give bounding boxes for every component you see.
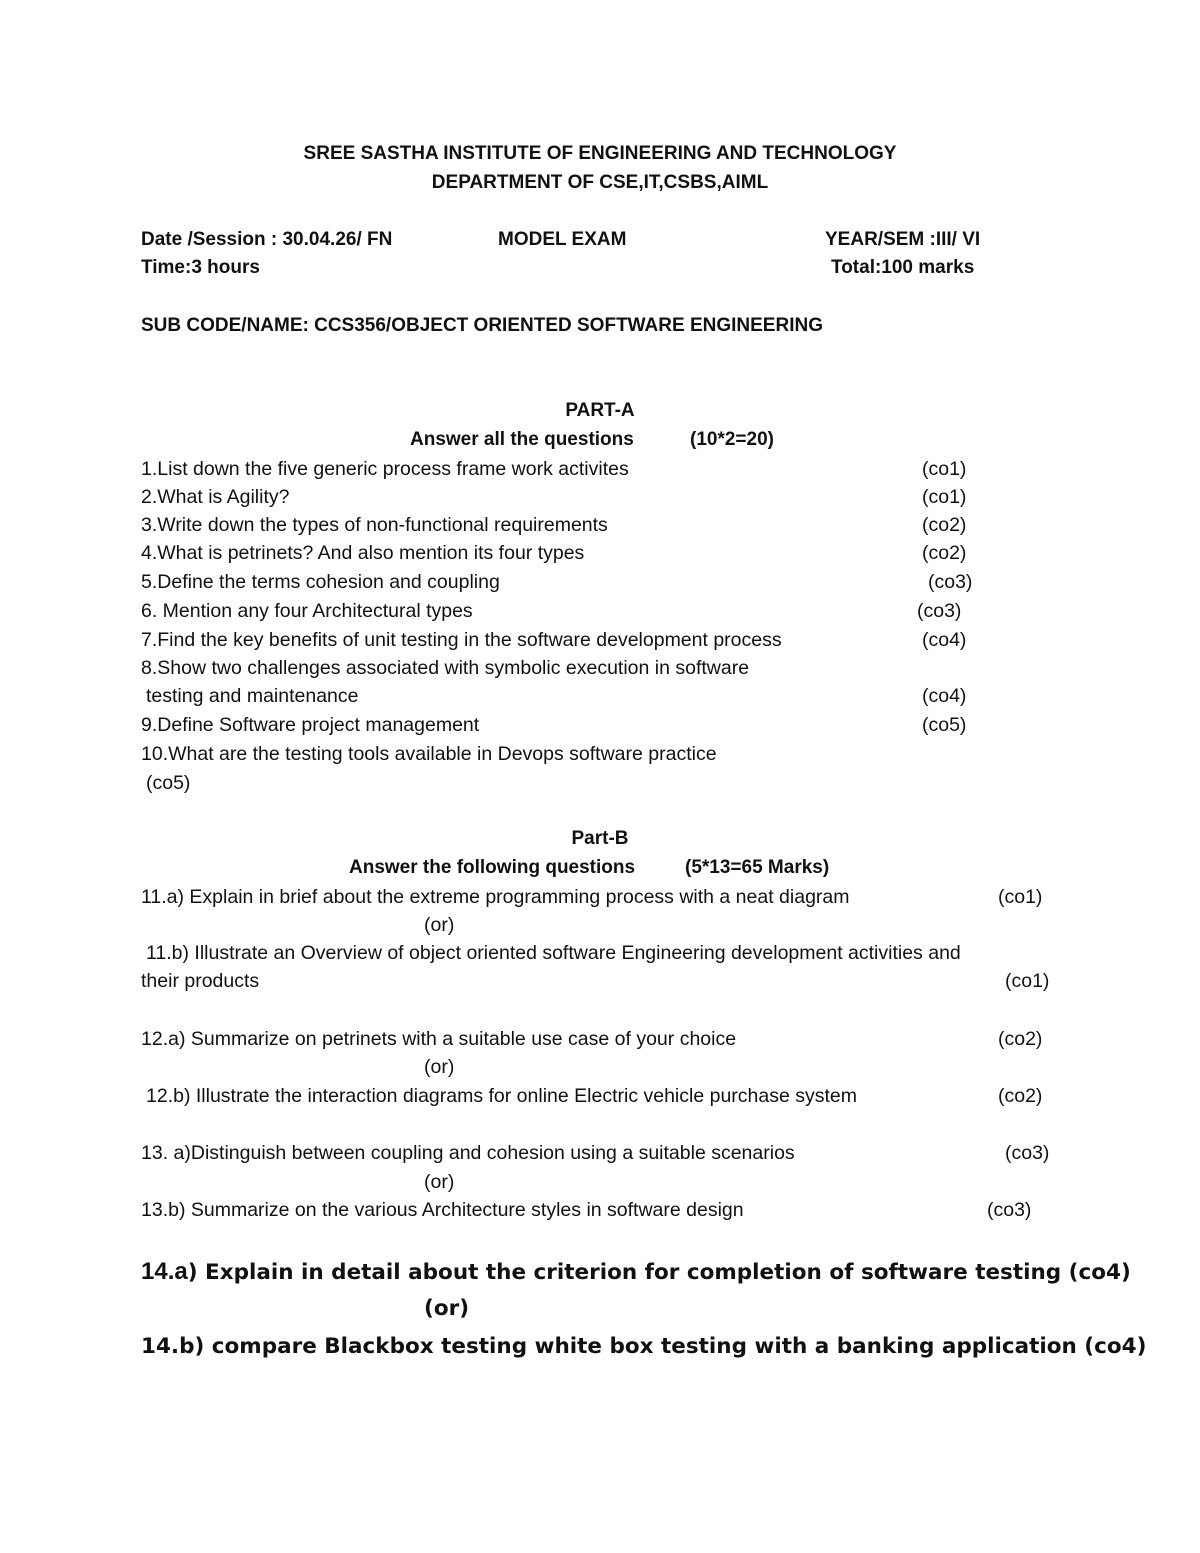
question-13b: 13.b) Summarize on the various Architecture styles in software design xyxy=(141,1199,744,1221)
question-12b-co: (co2) xyxy=(998,1085,1043,1107)
or-separator: (or) xyxy=(424,914,455,936)
subject-code-name: SUB CODE/NAME: CCS356/OBJECT ORIENTED SOFTWARE ENGINEERING xyxy=(141,315,823,336)
or-separator: (or) xyxy=(424,1296,470,1321)
question-4-co: (co2) xyxy=(922,542,967,564)
question-2: 2.What is Agility? xyxy=(141,486,290,508)
question-14b-number: 14.b xyxy=(141,1334,195,1359)
exam-type: MODEL EXAM xyxy=(498,229,627,250)
question-6: 6. Mention any four Architectural types xyxy=(141,600,473,622)
question-13a: 13. a)Distinguish between coupling and cohesion using a suitable scenarios xyxy=(141,1142,795,1164)
institute-name: SREE SASTHA INSTITUTE OF ENGINEERING AND TECHNOLOGY xyxy=(303,143,897,164)
part-b-instruction: Answer the following questions xyxy=(349,857,636,878)
exam-duration: Time:3 hours xyxy=(141,257,260,278)
question-9: 9.Define Software project management xyxy=(141,714,480,736)
question-13a-co: (co3) xyxy=(1005,1142,1050,1164)
question-6-co: (co3) xyxy=(917,600,962,622)
question-4: 4.What is petrinets? And also mention its four types xyxy=(141,542,585,564)
question-12b: 12.b) Illustrate the interaction diagrams for online Electric vehicle purchase system xyxy=(146,1085,857,1107)
question-14b xyxy=(141,1334,1146,1359)
question-14b-text: ) compare Blackbox testing white box testing with a banking application (co4) xyxy=(194,1334,1147,1359)
question-3-co: (co2) xyxy=(922,514,967,536)
question-8-continued: testing and maintenance xyxy=(146,685,359,707)
question-12a-co: (co2) xyxy=(998,1028,1043,1050)
question-10: 10.What are the testing tools available in Devops software practice xyxy=(141,743,717,765)
question-2-co: (co1) xyxy=(922,486,967,508)
part-a-title: PART-A xyxy=(565,400,635,421)
total-marks: Total:100 marks xyxy=(831,257,975,278)
year-sem: YEAR/SEM :III/ VI xyxy=(825,229,981,250)
part-a-instruction: Answer all the questions xyxy=(410,429,634,450)
question-1-co: (co1) xyxy=(922,458,967,480)
question-7: 7.Find the key benefits of unit testing in the software development process xyxy=(141,629,782,651)
question-11b-continued: their products xyxy=(141,970,260,992)
department-name: DEPARTMENT OF CSE,IT,CSBS,AIML xyxy=(431,172,769,193)
part-a-marks: (10*2=20) xyxy=(690,429,774,450)
part-b-title: Part-B xyxy=(571,828,629,849)
question-14a-text: ) Explain in detail about the criterion for completion of software testing (co4) xyxy=(187,1260,1131,1285)
or-separator: (or) xyxy=(424,1056,455,1078)
question-9-co: (co5) xyxy=(922,714,967,736)
or-separator: (or) xyxy=(424,1171,455,1193)
question-8-co: (co4) xyxy=(922,685,967,707)
question-8: 8.Show two challenges associated with symbolic execution in software xyxy=(141,657,750,679)
question-11a: 11.a) Explain in brief about the extreme programming process with a neat diagram xyxy=(141,886,850,908)
question-3: 3.Write down the types of non-functional requirements xyxy=(141,514,608,536)
part-b-marks: (5*13=65 Marks) xyxy=(685,857,830,878)
question-11b: 11.b) Illustrate an Overview of object oriented software Engineering development activities and xyxy=(146,942,961,964)
question-10-co: (co5) xyxy=(146,772,191,794)
question-1: 1.List down the five generic process frame work activites xyxy=(141,458,629,480)
question-5: 5.Define the terms cohesion and coupling xyxy=(141,571,500,593)
question-14a xyxy=(141,1258,1131,1286)
date-session: Date /Session : 30.04.26/ FN xyxy=(141,229,393,250)
question-14a-number: 14.a xyxy=(141,1258,188,1285)
question-11b-co: (co1) xyxy=(1005,970,1050,992)
question-13b-co: (co3) xyxy=(987,1199,1032,1221)
question-12a: 12.a) Summarize on petrinets with a suitable use case of your choice xyxy=(141,1028,737,1050)
question-7-co: (co4) xyxy=(922,629,967,651)
question-11a-co: (co1) xyxy=(998,886,1043,908)
question-5-co: (co3) xyxy=(928,571,973,593)
